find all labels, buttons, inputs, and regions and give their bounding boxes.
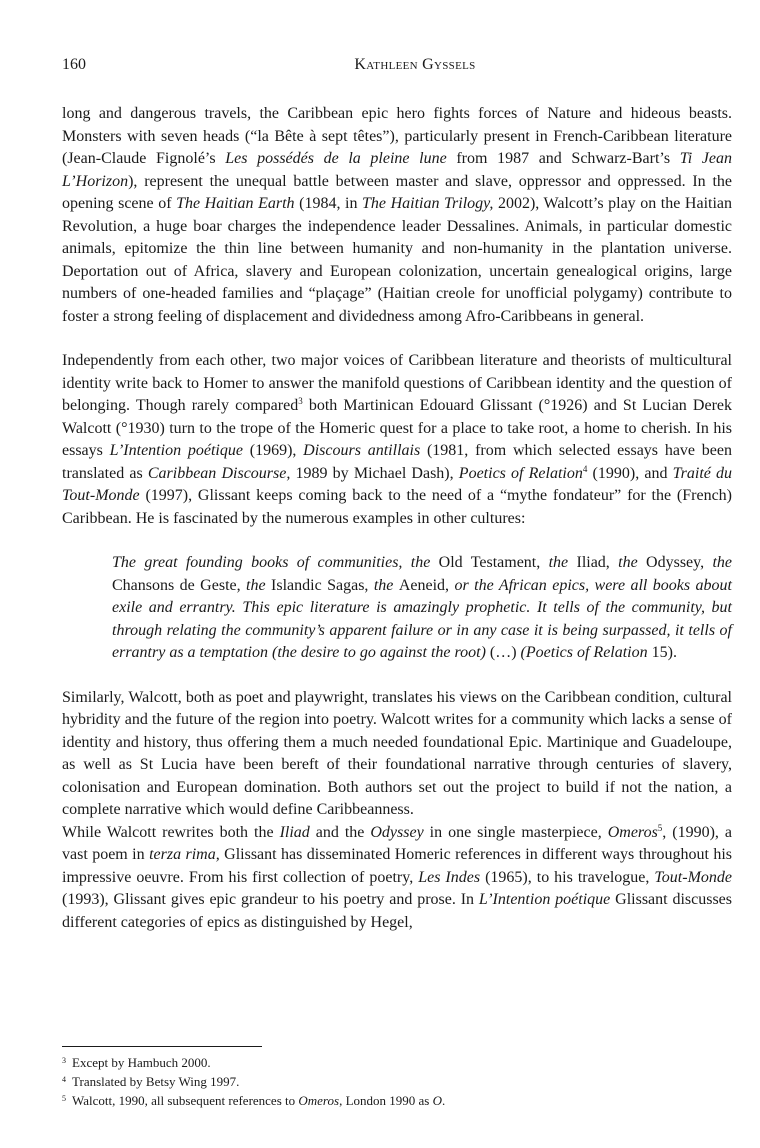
text-run: in one single masterpiece, xyxy=(423,823,608,841)
italic-title: Les possédés de la pleine lune xyxy=(225,150,447,167)
quote-run: the xyxy=(368,576,399,594)
text-run: 2002), Walcott’s play on the Haitian Revolution, a huge boar charges the independence leader Dessalines. Animals, in particular domestic animals, epitomize the thin line between humanity and non-humanity in the plantation universe. Deportation out of Africa, slavery and European colonization, uncertain genealogical origins, large numbers of one-headed families and “plaçage” (Haitian creole for unofficial polygamy) contribute to foster a strong feeling of displacement and dividedness among Afro-Caribbeans in general. xyxy=(62,195,733,325)
text-run: Glissant discusses different categories of epics as distinguished by Hegel, xyxy=(62,891,732,931)
italic-title: Ti Jean L’Horizon xyxy=(62,150,732,190)
footnote-ref: 3 xyxy=(298,396,303,406)
footnotes xyxy=(62,1046,732,1110)
quote-run: or the African epics, were all books about exile and errantry. This epic literature is amazingly prophetic. It tells of the community, but through relating the community’s apparent failure or in any case it is being surpassed, it tells of errantry as a temptation (the desire to go against the root) xyxy=(112,576,732,661)
footnote-4 xyxy=(62,1072,732,1091)
text-run: ), represent the unequal battle between master and slave, oppressor and oppressed. In the opening scene of xyxy=(62,172,732,212)
text-run: 1989 by Michael Dash), xyxy=(290,464,459,482)
paragraph-2 xyxy=(62,350,732,530)
text-run: from 1987 and Schwarz-Bart’s xyxy=(446,150,680,167)
block-quote xyxy=(62,552,732,665)
text-run: both Martinican Edouard Glissant (°1926) and St Lucian Derek Walcott (°1930) turn to the trope of the Homeric quest for a place to take root, a home to cherish. In his essays xyxy=(62,397,733,459)
text-run: (1984, in xyxy=(294,195,363,212)
running-head: Kathleen Gyssels xyxy=(354,56,476,73)
text-run: and the xyxy=(309,823,371,841)
italic-title: Odyssey xyxy=(370,823,424,841)
footnote-3 xyxy=(62,1053,732,1072)
text-run: (1990), and xyxy=(587,464,673,482)
text-run: (1993), Glissant gives epic grandeur to his poetry and prose. In xyxy=(62,891,479,908)
footnote-text: . xyxy=(442,1093,446,1108)
footnote-text: Walcott, 1990, all subsequent references to xyxy=(72,1093,299,1108)
italic-title: Omeros xyxy=(298,1093,340,1108)
italic-title: Les Indes xyxy=(418,868,481,886)
text-run: , (1990), a vast poem in xyxy=(62,823,733,863)
italic-title: Discours antillais xyxy=(303,442,421,459)
footnote-number: 5 xyxy=(62,1094,66,1103)
italic-title: L’Intention poétique xyxy=(109,442,243,459)
quote-run: the xyxy=(540,554,577,571)
footnote-ref: 5 xyxy=(657,822,663,833)
text-run: Independently from each other, two major voices of Caribbean literature and theorists of multicultural identity write back to Homer to answer the manifold questions of Caribbean identity and the question of belonging. Though rarely compared xyxy=(62,352,732,414)
body-text xyxy=(62,103,732,934)
italic-title: Caribbean Discourse, xyxy=(147,464,291,482)
quote-ellipsis: (…) xyxy=(489,644,517,661)
italic-title: Traité du Tout-Monde xyxy=(62,464,733,504)
footnote-text: Translated by Betsy Wing 1997. xyxy=(72,1074,240,1089)
text-run: long and dangerous travels, the Caribbean epic hero fights forces of Nature and hideous beasts. Monsters with seven heads (“la Bête à sept têtes”), particularly present in French-Caribbean literature (Jean-Claude Fignolé’s xyxy=(62,105,732,167)
footnote-ref: 4 xyxy=(582,463,588,474)
italic-title: terza rima, xyxy=(149,846,220,863)
text-run: (1969), xyxy=(242,442,304,459)
quote-title: Aeneid, xyxy=(398,576,450,594)
quote-title: Islandic Sagas, xyxy=(271,576,369,594)
quote-title: Iliad, xyxy=(576,554,610,571)
quote-title: Odyssey, xyxy=(646,554,705,571)
italic-title: L’Intention poétique xyxy=(478,891,611,908)
quote-run: The great founding books of communities, the xyxy=(112,554,439,571)
footnote-number: 3 xyxy=(62,1056,66,1065)
quote-page: 15). xyxy=(651,644,677,661)
italic-title: The Haitian Earth xyxy=(176,195,295,212)
italic-abbrev: O xyxy=(432,1093,442,1108)
text-run: While Walcott rewrites both the xyxy=(62,823,280,841)
footnote-number: 4 xyxy=(62,1075,66,1084)
footnote-text: , London 1990 as xyxy=(339,1093,433,1108)
text-run: (1965), to his travelogue, xyxy=(480,868,655,886)
italic-title: Iliad xyxy=(279,823,310,841)
paragraph-4 xyxy=(62,822,732,935)
quote-title: Chansons de Geste, xyxy=(112,576,241,594)
italic-title: The Haitian Trilogy, xyxy=(362,195,494,212)
footnote-5 xyxy=(62,1091,732,1110)
page-number: 160 xyxy=(62,56,86,73)
quote-run: the xyxy=(240,576,272,594)
footnote-divider xyxy=(62,1046,262,1047)
quote-title: Old Testament, xyxy=(438,554,541,571)
paragraph-1 xyxy=(62,103,732,328)
page-header xyxy=(62,56,728,80)
italic-title: Poetics of Relation xyxy=(458,464,583,482)
quote-run: the xyxy=(704,554,733,571)
text-run: Glissant has disseminated Homeric references in different ways throughout his impressive oeuvre. From his first collection of poetry, xyxy=(62,846,733,886)
paragraph-3: Similarly, Walcott, both as poet and playwright, translates his views on the Caribbean condition, cultural hybridity and the future of the region into poetry. Walcott writes for a community which lacks a sense of identity and history, thus offering them a much needed foundational Epic. Martinique and Guadeloupe, as well as St Lucia have been bereft of their foundational narrative through centuries of slavery, colonisation and European domination. Both authors set out the project to build if not the nation, a complete narrative which would define Caribbeanness. xyxy=(62,688,732,818)
text-run: (1981, from which selected essays have been translated as xyxy=(62,442,732,482)
quote-run: the xyxy=(609,554,647,571)
italic-title: Omeros xyxy=(607,823,658,841)
quote-run: (Poetics of Relation xyxy=(516,644,652,661)
footnote-text: Except by Hambuch 2000. xyxy=(72,1055,211,1070)
text-run: (1997), Glissant keeps coming back to the need of a “mythe fondateur” for the (French) Caribbean. He is fascinated by the numerous examples in other cultures: xyxy=(62,487,732,527)
italic-title: Tout-Monde xyxy=(654,868,733,886)
